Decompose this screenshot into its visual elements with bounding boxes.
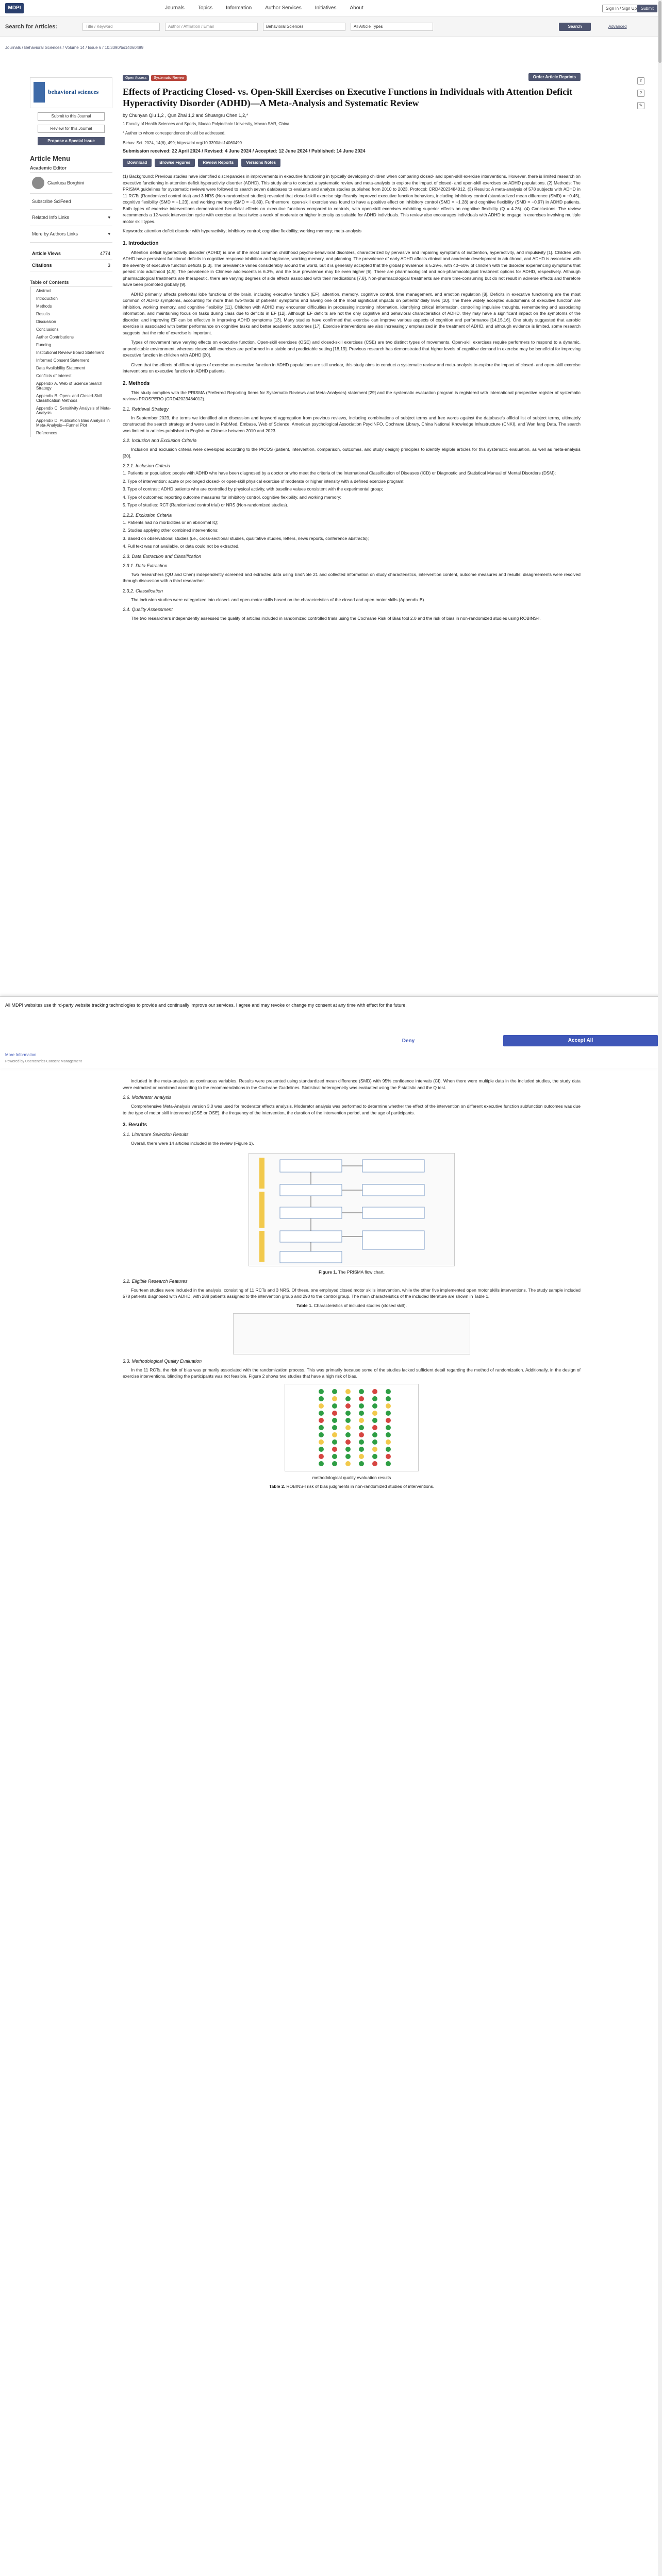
risk-dot xyxy=(372,1432,377,1437)
risk-dot xyxy=(332,1439,337,1445)
stats-paragraph-1: included in the meta-analysis as continuous variables. Results were presented using standardized mean difference (SMD) with 95% confidence intervals (CI). When there were multiple data in the included studies, the study data were extracted or combined according to the recommendations in the Cochrane Guidelines. Statistical heterogeneity was evaluated using the I² statistic and the Q test. xyxy=(123,1078,581,1090)
editor-card[interactable] xyxy=(30,173,112,194)
subscribe-label: Subscribe SciFeed xyxy=(32,199,71,204)
toc-item[interactable]: Author Contributions xyxy=(30,333,112,341)
nav-about[interactable]: About xyxy=(350,5,363,11)
citations-label: Citations xyxy=(32,263,52,268)
risk-dot xyxy=(345,1425,351,1430)
download-button[interactable]: Download xyxy=(123,159,152,167)
risk-dot xyxy=(319,1411,324,1416)
toc-item[interactable]: Appendix D. Publication Bias Analysis in Meta-Analysis—Funnel Plot xyxy=(30,417,112,429)
exclusion-heading: 2.2.2. Exclusion Criteria xyxy=(123,512,172,518)
risk-dot xyxy=(332,1403,337,1409)
list-item: 4. Type of outcomes: reporting outcome measures for inhibitory control, cognitive flexibility, and working memory; xyxy=(123,494,341,500)
article-continued xyxy=(123,1075,581,1489)
intro-paragraph-1: Attention deficit hyperactivity disorder (ADHD) is one of the most common childhood psycho-behavioral disorders, characterized by pervasive and impairing symptoms of inattention, hyperactivity, and impulsivity [1]. Children with ADHD have persistent functional deficits in cognitive response inhibition and vigilance, working memory, and planning. The prevalence of early ADHD affects clinical and academic development in adulthood, and ADHD is associated with the severity of executive function deficits [2,3]. The prevalence varies considerably around the world, but it is generally accepted that the global prevalence is 5.29%, with 40–60% of children with the disorder experiencing symptoms that persist into adulthood [4,5]. The prevalence in Chinese adolescents is 6.3%, and the true prevalence may be even higher [6]. There are pharmacological and non-pharmacological treatment options for ADHD, respectively. Although pharmacological treatments are therapeutic, there are varying degrees of side effects associated with their medications [7,8]. Non-pharmacological treatments are more time-consuming but do not result in adverse effects and therefore have been promoted globally [9]. xyxy=(123,249,581,287)
breadcrumb[interactable]: Journals / Behavioral Sciences / Volume 14 / Issue 6 / 10.3390/bs14060499 xyxy=(5,45,144,50)
risk-dot xyxy=(372,1403,377,1409)
risk-dot xyxy=(319,1418,324,1423)
risk-dot xyxy=(359,1432,364,1437)
list-item: 3. Type of contrast: ADHD patients who are controlled by physical activity, with baseline values consistent with the experimental group; xyxy=(123,486,383,492)
exclusion-list xyxy=(123,519,581,550)
editor-name: Gianluca Borghini xyxy=(47,180,85,185)
affiliation: 1 Faculty of Health Sciences and Sports, Macao Polytechnic University, Macao SAR, China xyxy=(123,122,290,126)
methods-paragraph-6: The two researchers independently assessed the quality of articles included in randomized controlled trials using the Cochrane Risk of Bias tool 2.0 and the risk of bias in non-randomized studies using ROBINS-I. xyxy=(131,616,541,621)
risk-dot xyxy=(345,1396,351,1401)
flow-box-removed xyxy=(362,1160,424,1172)
toc-item[interactable]: Abstract xyxy=(30,287,112,295)
intro-paragraph-2: ADHD primarily affects prefrontal lobe functions of the brain, including executive function (EF), attention, memory, cognitive control, time management, and emotion regulation [8]. Deficits in executive functioning are the most common of ADHD symptoms, accounting for more than two-thirds of patients' symptoms and having one of the most significant impacts on patients' daily lives [10]. The three widely accepted subdomains of executive function are inhibition, working memory, and cognitive flexibility [11]. Children with ADHD may encounter difficulties in processing incoming information, identifying critical information, controlling impulsive thoughts, remembering and associating information, and maintaining focus on tasks during class due to deficits in EF [12]. Although EF deficits are not the only cognitive and behavioral characteristics of ADHD, they may have a significant impact on the symptoms of the disorder, and improving EF can be effective in improving ADHD symptoms [13]. Many studies have confirmed that exercise can improve various aspects of cognition and performance [14,15,16]. One study suggested that aerobic exercise is associated with better performance on cognitive tasks and better academic outcomes [17]. Exercise interventions are also increasingly emphasized in the treatment of ADHD, and although evidence is limited, some research suggests that the role of exercise is important. xyxy=(123,291,581,335)
keywords-line: Keywords: attention deficit disorder with hyperactivity; inhibitory control; cognitive flexibility; working memory; meta-analysis xyxy=(123,228,361,233)
toc-item[interactable]: Results xyxy=(30,310,112,318)
advanced-search-link[interactable]: Advanced xyxy=(608,24,627,29)
citation-line[interactable]: Behav. Sci. 2024, 14(6), 499; https://doi.org/10.3390/bs14060499 xyxy=(123,141,242,145)
risk-dot xyxy=(332,1454,337,1459)
cookie-text: All MDPI websites use third-party website tracking technologies to provide and continually improve our services. I agree and may revoke or change my consent at any time with effect for the future. xyxy=(5,1003,407,1008)
academic-editor-heading: Academic Editor xyxy=(30,165,112,173)
more-by-authors[interactable] xyxy=(30,226,112,243)
flow-box-records xyxy=(280,1160,342,1172)
methods-paragraph-3: Inclusion and exclusion criteria were developed according to the PICOS (patient, intervention, comparison, outcomes, and study design) principles to identify eligible articles for this systematic evaluation, as well as meta-analysis [30]. xyxy=(123,447,581,459)
risk-dot xyxy=(359,1418,364,1423)
submit-journal-button[interactable]: Submit to this Journal xyxy=(38,112,105,121)
flow-box-assessed xyxy=(280,1231,342,1242)
editor-avatar xyxy=(32,177,44,189)
powered-by-text: Powered by Usercentrics Consent Management xyxy=(5,1060,82,1063)
risk-dot xyxy=(332,1432,337,1437)
risk-dot xyxy=(319,1447,324,1452)
article-tags xyxy=(123,75,581,81)
flow-box-retrieved xyxy=(280,1207,342,1218)
methods-paragraph-5: The inclusion studies were categorized into closed- and open-motor skills based on the characteristics of the closed and open motor skills (Appendix B). xyxy=(131,597,425,602)
search-label: Search for Articles: xyxy=(5,24,58,30)
risk-dot xyxy=(359,1461,364,1466)
risk-dot xyxy=(332,1418,337,1423)
eligible-features-heading: 3.2. Eligible Research Features xyxy=(123,1278,188,1284)
risk-dot xyxy=(319,1454,324,1459)
mdpi-logo[interactable]: MDPI xyxy=(5,3,24,13)
toc-item[interactable]: Introduction xyxy=(30,295,112,302)
accept-all-button[interactable]: Accept All xyxy=(503,1035,658,1046)
page-scrollbar[interactable] xyxy=(658,0,662,2576)
risk-dot xyxy=(386,1396,391,1401)
risk-dot xyxy=(345,1461,351,1466)
nav-initiatives[interactable]: Initiatives xyxy=(315,5,337,11)
risk-dot xyxy=(345,1389,351,1394)
toc-item[interactable]: Conflicts of Interest xyxy=(30,372,112,380)
results-paragraph-2: Fourteen studies were included in the analysis, consisting of 11 RCTs and 3 NRS. Of these, one employed closed motor skills intervention, while the other five implemented open motor skills interventions. The study sample included 578 patients diagnosed with ADHD, with 288 patients assigned to the intervention group and 290 to the control group. The main characteristics of the included literature are shown in Table 1. xyxy=(123,1287,581,1299)
submit-button[interactable]: Submit xyxy=(637,5,657,12)
toc-item[interactable]: Appendix A. Web of Science Search Strategy xyxy=(30,380,112,392)
risk-dot xyxy=(319,1425,324,1430)
article-views-row xyxy=(30,248,112,260)
related-info-links[interactable] xyxy=(30,210,112,226)
chevron-down-icon: ▾ xyxy=(108,215,110,220)
data-extraction-subheading: 2.3.1. Data Extraction xyxy=(123,563,168,568)
table-1-placeholder[interactable] xyxy=(233,1313,470,1354)
literature-selection-heading: 3.1. Literature Selection Results xyxy=(123,1132,189,1137)
risk-dot xyxy=(345,1418,351,1423)
identification-band xyxy=(259,1158,264,1189)
risk-dot xyxy=(372,1439,377,1445)
prisma-flow-chart[interactable] xyxy=(249,1153,455,1266)
table-2-caption xyxy=(123,1484,581,1489)
risk-dot xyxy=(332,1389,337,1394)
results-heading: 3. Results xyxy=(123,1122,147,1128)
risk-dot xyxy=(345,1432,351,1437)
risk-dot xyxy=(372,1461,377,1466)
open-access-badge: Open Access xyxy=(123,75,149,81)
risk-dot xyxy=(386,1454,391,1459)
risk-of-bias-svg xyxy=(285,1384,419,1472)
table-1-label: Table 1. xyxy=(296,1302,313,1308)
flow-box-included xyxy=(280,1251,342,1263)
figure-1-label: Figure 1. xyxy=(319,1269,337,1275)
methods-paragraph-1: This study complies with the PRISMA (Preferred Reporting Items for Systematic Reviews and Meta-Analyses) statement [29] and the systematic evaluation program is registered with international prospective register of systematic reviews PROSPERO (CRD42023484012). xyxy=(123,389,581,401)
more-by-label: More by Authors Links xyxy=(32,231,78,236)
methods-paragraph-2: In September 2023, the terms we identified after discussion and keyword aggregation from previous reviews, including combinations of subject terms and free words against the database's official list of subject terms, ultimately constructed the search strategy and were used in PubMed, Embase, Web of Science, American psychological Association PsycINFO, Cochrane Library, China National Knowledge Infrastructure (CNKI), and Wan fang Data. The search was limited to articles published in English or Chinese between 2010 and 2023. xyxy=(123,415,581,433)
data-extraction-heading: 2.3. Data Extraction and Classification xyxy=(123,553,202,559)
risk-dot xyxy=(345,1411,351,1416)
share-icon[interactable]: ⇪ xyxy=(637,77,644,84)
included-band xyxy=(259,1231,264,1262)
risk-dot xyxy=(332,1447,337,1452)
methods-heading: 2. Methods xyxy=(123,380,150,386)
versions-notes-button[interactable]: Versions Notes xyxy=(241,159,280,167)
classification-heading: 2.3.2. Classification xyxy=(123,588,163,594)
toc-item[interactable]: Appendix B. Open- and Closed-Skill Classification Methods xyxy=(30,392,112,404)
dates-line: Submission received: 22 April 2024 / Revised: 4 June 2024 / Accepted: 12 June 2024 / Published: 14 June 2024 xyxy=(123,148,366,154)
toc-heading: Table of Contents xyxy=(30,280,112,287)
risk-dot xyxy=(372,1454,377,1459)
toc-item[interactable]: Institutional Review Board Statement xyxy=(30,349,112,357)
risk-dot xyxy=(372,1447,377,1452)
toc-item[interactable]: Conclusions xyxy=(30,326,112,333)
risk-dot xyxy=(359,1403,364,1409)
risk-dot xyxy=(386,1425,391,1430)
chevron-down-icon: ▾ xyxy=(108,231,110,236)
nav-information[interactable]: Information xyxy=(226,5,252,11)
introduction-heading: 1. Introduction xyxy=(123,240,159,246)
nav-topics[interactable]: Topics xyxy=(197,5,213,11)
author-input[interactable]: Author / Affiliation / Email xyxy=(165,23,258,31)
risk-dot xyxy=(386,1439,391,1445)
risk-dot xyxy=(319,1403,324,1409)
prisma-flow-svg xyxy=(249,1154,455,1267)
toc-item[interactable]: Discussion xyxy=(30,318,112,326)
related-links-label: Related Info Links xyxy=(32,215,70,220)
review-reports-button[interactable]: Review Reports xyxy=(198,159,238,167)
article-title: Effects of Practicing Closed- vs. Open-Skill Exercises on Executive Functions in Individuals with Attention Deficit Hyperactivity Disorder (ADHD)—A Meta-Analysis and Systematic Review xyxy=(123,87,573,108)
author-list[interactable]: by Chunyan Qiu 1,2 , Qun Zhai 1,2 and Shuangru Chen 1,2,* xyxy=(123,113,249,118)
risk-dot xyxy=(386,1447,391,1452)
risk-dot xyxy=(372,1425,377,1430)
risk-dot xyxy=(372,1396,377,1401)
risk-dot xyxy=(332,1425,337,1430)
nav-journals[interactable]: Journals xyxy=(165,5,185,11)
results-paragraph-1: Overall, there were 14 articles included in the review (Figure 1). xyxy=(131,1141,254,1146)
journal-logo-mark xyxy=(34,82,45,103)
risk-dot xyxy=(386,1411,391,1416)
journal-select[interactable]: Behavioral Sciences xyxy=(263,23,345,31)
right-tool-rail xyxy=(637,77,644,109)
review-journal-button[interactable]: Review for this Journal xyxy=(38,125,105,133)
retrieval-strategy-heading: 2.1. Retrieval Strategy xyxy=(123,406,169,412)
criteria-heading: 2.2. Inclusion and Exclusion Criteria xyxy=(123,438,197,443)
toc-item[interactable]: Data Availability Statement xyxy=(30,364,112,372)
screening-band xyxy=(259,1192,264,1228)
list-item: 5. Type of studies: RCT (Randomized control trial) or NRS (Non-randomized studies). xyxy=(123,502,288,507)
toc-item[interactable]: Methods xyxy=(30,302,112,310)
risk-dot xyxy=(359,1439,364,1445)
journal-logo[interactable] xyxy=(30,77,112,108)
table-1-caption xyxy=(123,1303,581,1308)
order-reprints-button[interactable]: Order Article Reprints xyxy=(528,73,581,81)
risk-dot xyxy=(345,1403,351,1409)
journal-logo-text: behavioral sciences xyxy=(48,88,99,95)
browse-figures-button[interactable]: Browse Figures xyxy=(155,159,195,167)
comment-icon[interactable]: ✎ xyxy=(637,102,644,109)
inclusion-heading: 2.2.1. Inclusion Criteria xyxy=(123,463,171,468)
search-bar xyxy=(0,16,662,37)
toc-item[interactable]: Appendix C. Sensitivity Analysis of Meta-Analysis xyxy=(30,404,112,417)
risk-dot xyxy=(359,1389,364,1394)
risk-dot xyxy=(319,1439,324,1445)
flow-box-reports-excluded xyxy=(362,1231,424,1249)
figure-1-text: The PRISMA flow chart. xyxy=(338,1269,385,1275)
risk-dot xyxy=(332,1411,337,1416)
flow-box-screened xyxy=(280,1184,342,1196)
deny-button[interactable]: Deny xyxy=(331,1035,486,1046)
toc-item[interactable]: Funding xyxy=(30,341,112,349)
intro-paragraph-3: Types of movement have varying effects on executive function. Open-skill exercises (OSE) and closed-skill exercises (CSE) are two distinct types of movements. Open-skill exercises require performers to respond to a dynamic, unpredictable environment, whereas closed-skill exercises are performed in a stable and predictable setting [18,19]. Previous research has demonstrated that higher levels of cognitive demand in exercise may be beneficial for improving executive function in children with ADHD [20]. xyxy=(123,340,581,358)
propose-special-issue-button[interactable]: Propose a Special Issue xyxy=(38,137,105,145)
search-button[interactable]: Search xyxy=(559,23,591,31)
risk-dot xyxy=(345,1454,351,1459)
risk-dot xyxy=(386,1418,391,1423)
scrollbar-thumb[interactable] xyxy=(658,1,661,63)
table-2-text: ROBINS-I risk of bias judgments in non-randomized studies of interventions. xyxy=(286,1484,435,1489)
inclusion-list xyxy=(123,470,581,509)
left-sidebar xyxy=(30,77,112,437)
risk-dot xyxy=(359,1425,364,1430)
views-value: 4774 xyxy=(100,251,110,256)
toc-list xyxy=(30,287,112,437)
list-item: 4. Full text was not available, or data could not be extracted. xyxy=(123,544,240,549)
risk-dot xyxy=(345,1439,351,1445)
flow-box-not-retrieved xyxy=(362,1207,424,1218)
risk-dot xyxy=(386,1461,391,1466)
moderator-heading: 2.6. Moderator Analysis xyxy=(123,1095,172,1100)
stats-paragraph-2: Comprehensive Meta-Analysis version 3.0 was used for moderator effects analysis. Moderator analysis was performed to determine whether the effect of the intervention on different executive function subfunction outcomes was due to the type of motor skill intervened (CSE or OSE), the frequency of the intervention, the duration of the intervention period, and the age of participants. xyxy=(123,1104,581,1115)
toc-item[interactable]: References xyxy=(30,429,112,437)
risk-dot xyxy=(386,1432,391,1437)
results-paragraph-4: methodological quality evaluation results xyxy=(312,1475,391,1480)
figure-1-caption xyxy=(123,1269,581,1275)
risk-dot xyxy=(319,1432,324,1437)
risk-dot xyxy=(319,1389,324,1394)
article-main xyxy=(123,75,581,622)
article-type-select[interactable]: All Article Types xyxy=(351,23,433,31)
cookie-consent-banner xyxy=(0,996,662,1069)
article-type-badge: Systematic Review xyxy=(151,75,187,81)
table-2-label: Table 2. xyxy=(269,1484,285,1489)
risk-dot xyxy=(372,1418,377,1423)
quality-evaluation-heading: 3.3. Methodological Quality Evaluation xyxy=(123,1358,202,1364)
list-item: 1. Patients or population: people with ADHD who have been diagnosed by a doctor or who meet the criteria of the International Classification of Diseases (ICD) or Diagnostic and Statistical Manual of Mental Disorders (DSM); xyxy=(123,470,556,476)
views-label: Article Views xyxy=(32,251,61,256)
intro-paragraph-4: Given that the effects of different types of exercise on executive function in ADHD populations are still unclear, this study aims to conduct a systematic review and meta-analysis to explore the impact of closed- and open-skill exercise interventions on executive function in ADHD patients. xyxy=(123,362,581,374)
risk-dot xyxy=(319,1461,324,1466)
results-paragraph-3: In the 11 RCTs, the risk of bias was primarily associated with the randomization process. This was primarily because some of the studies lacked sufficient detail regarding the method of randomization. Additionally, in the design of exercise interventions, blinding the participants was not feasible. Figure 2 shows two studies that have a high risk of bias. xyxy=(123,1367,581,1379)
corresponding-note: * Author to whom correspondence should be addressed. xyxy=(123,131,226,135)
title-keyword-input[interactable]: Title / Keyword xyxy=(82,23,160,31)
main-nav xyxy=(165,5,363,11)
risk-dot xyxy=(359,1454,364,1459)
risk-dot xyxy=(386,1389,391,1394)
nav-author-services[interactable]: Author Services xyxy=(265,5,302,11)
help-icon[interactable]: ? xyxy=(637,90,644,97)
top-navigation-bar xyxy=(0,0,662,16)
flow-box-excluded xyxy=(362,1184,424,1196)
more-information-link[interactable]: More Information xyxy=(5,1053,37,1057)
risk-dot xyxy=(386,1403,391,1409)
list-item: 2. Type of intervention: acute or prolonged closed- or open-skill physical exercise of moderate or higher intensity with a defined exercise program; xyxy=(123,478,405,484)
risk-dot xyxy=(359,1447,364,1452)
quality-assessment-heading: 2.4. Quality Assessment xyxy=(123,607,173,612)
risk-dot xyxy=(372,1389,377,1394)
article-actions xyxy=(123,159,581,167)
risk-dot xyxy=(359,1396,364,1401)
sign-in-button[interactable]: Sign In / Sign Up xyxy=(602,5,640,12)
article-menu-heading: Article Menu xyxy=(30,155,71,162)
risk-dot xyxy=(332,1461,337,1466)
citations-row xyxy=(30,260,112,272)
risk-dot xyxy=(372,1411,377,1416)
toc-item[interactable]: Informed Consent Statement xyxy=(30,357,112,364)
table-1-text: Characteristics of included studies (closed skill). xyxy=(313,1302,407,1308)
subscribe-scifeed[interactable] xyxy=(30,194,112,210)
risk-dot xyxy=(345,1447,351,1452)
list-item: 3. Based on observational studies (i.e., cross-sectional studies, qualitative studies, letters, news reports, conference abstracts); xyxy=(123,535,369,541)
citations-value: 3 xyxy=(107,263,110,268)
risk-dot xyxy=(359,1411,364,1416)
risk-of-bias-figure[interactable] xyxy=(285,1384,419,1471)
risk-dot xyxy=(332,1396,337,1401)
list-item: 1. Patients had no morbidities or an abnormal IQ; xyxy=(123,519,219,525)
table-of-contents xyxy=(30,280,112,437)
list-item: 2. Studies applying other combined interventions; xyxy=(123,528,219,533)
risk-dot xyxy=(319,1396,324,1401)
abstract-text: (1) Background: Previous studies have identified discrepancies in improvements in executive functioning in typically developing children when comparing closed- and open-skill exercise interventions. However, there is limited research on executive functioning in attention deficit hyperactivity disorder (ADHD). This study aims to conduct a systematic review and meta-analysis to explore the impact of closed- and open-skill exercises on ADHD populations. (2) Methods: The PRISMA guidelines for systematic reviews were followed to search seven databases to evaluate and analyze studies published from 2010 to 2023. Protocol: CRD42023484012. (3) Results: A meta-analysis of 578 subjects with ADHD in 11 RCTs (Randomized control trial) and 3 NRS (Non-randomized studies) revealed that closed-skill exercise significantly improved executive function behaviors, including inhibitory control (standardized mean difference (SMD) = −0.45), cognitive flexibility (SMD = −1.23), and working memory (SMD = −0.89). Furthermore, open-skill exercise was found to have a positive effect on inhibitory control (SMD = −1.28) and cognitive flexibility (SMD = −0.97) in ADHD patients. Both types of exercise interventions demonstrated beneficial effects on executive functions compared to controls, with open-skill exercises exhibiting superior effects on cognitive flexibility (Q = 4.26). (4) Conclusions: The review recommends a 12-week intervention cycle with exercise at least twice a week of moderate or higher intensity as suitable for ADHD individuals. This review also encourages individuals with ADHD to engage in exercises involving multiple motor skill types. xyxy=(123,174,581,224)
methods-paragraph-4: Two researchers (QU and Chen) independently screened and extracted data using EndNote 21 and collected information on study characteristics, intervention content, outcome measures and results; disagreements were resolved through discussion with a third researcher. xyxy=(123,571,581,583)
